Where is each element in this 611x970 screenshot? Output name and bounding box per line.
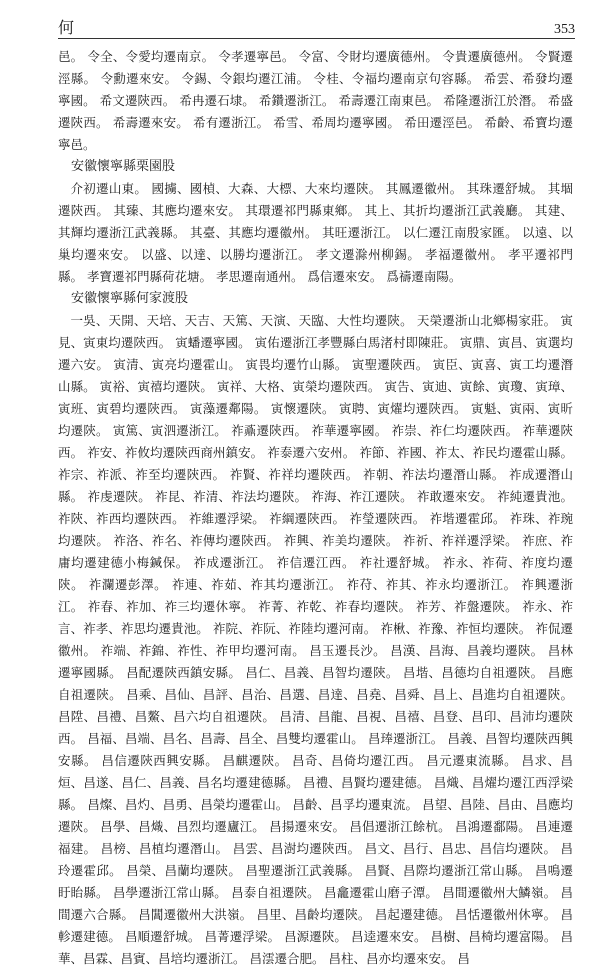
document-body — [58, 46, 573, 966]
section-heading-hejiadu: 安徽懷寧縣何家渡股 — [71, 291, 189, 306]
page-number: 353 — [554, 22, 575, 37]
header-rule — [58, 38, 575, 39]
running-header — [58, 12, 575, 38]
paragraph-continuation: 邑。 令全、令愛均遷南京。 令孝遷寧邑。 令富、令財均遷廣德州。 令貴遷廣德州。 令賢遷涇縣。 令勳遷來安。 令錫、令銀均遷江浦。 令桂、令福均遷南京句容縣。 希雲、希發均遷寧國。 希文遷陝西。 希冉遷石埭。 希鑽遷浙江。 希壽遷江南東邑。 希隆遷浙江於潛。 希盛遷陝西。 希壽遷來安。 希有遷浙江。 希雪、希周均遷寧國。 希田遷涇邑。 希齡、希寶均遷寧邑。 — [58, 49, 573, 152]
page-header-title: 何 — [58, 18, 75, 37]
section-heading-liyuan: 安徽懷寧縣栗園股 — [71, 159, 176, 174]
paragraph-liyuan: 介初遷山東。 國擄、國楨、大森、大標、大來均遷陝。 其鳳遷徽州。 其珠遷舒城。 其堌遷陝西。 其臻、其應均遷來安。 其環遷祁門縣東鄉。 其上、其折均遷浙江武義廳。 其建、其輝均遷浙江武義縣。 其臺、其應均遷徽州。 其旺遷浙江。 以仁遷江南殷家匯。 以遠、以巢均遷來安。 以盛、以達、以勝均遷浙江。 孝文遷滁州柳錫。 孝福遷徽州。 孝平遷祁門縣。 孝寶遷祁門縣荷花塘。 孝思遷南通州。 爲信遷來安。 爲禱遷南陽。 — [58, 181, 573, 284]
paragraph-hejiadu: 一吳、天開、天培、天吉、天篤、天演、天臨、大性均遷陝。 天榮遷浙山北鄉楊家莊。 寅見、寅東均遷陝西。 寅蟠遷寧國。 寅佑遷浙江孝豐縣白馬渚村即陳莊。 寅鼎、寅昌、寅選均遷六安。 寅清、寅亮均遷霍山。 寅畏均遷竹山縣。 寅聖遷陝西。 寅臣、寅喜、寅工均遷潛山縣。 寅裕、寅禧均遷陝。 寅祥、大格、寅榮均遷陝西。 寅告、寅迪、寅餘、寅瓊、寅璋、寅班、寅碧均遷陝西。 寅藻遷鄰陽。 寅懷遷陝。 寅聘、寅燿均遷陝西。 寅魁、寅兩、寅昕均遷陝。 寅篤、寅泗遷浙江。 祚鼒遷陝西。 祚華遷寧國。 祚崇、祚仁均遷陝西。 祚華遷陝西。 祚安、祚攸均遷陝西商州鎮安。 祚泰遷六安州。 祚節、祚國、祚太、祚民均遷霍山縣。 祚宗、祚派、祚至均遷陝西。 祚賢、祚祥均遷陝西。 祚朝、祚法均遷潛山縣。 祚成遷潛山縣。 祚虔遷陝。 祚昆、祚清、祚法均遷陝。 祚海、祚江遷陝。 祚敢遷來安。 祚純遷貴池。 祚陝、祚西均遷陝西。 祚維遷浮梁。 祚綱遷陝西。 祚瑩遷陝西。 祚堦遷霍邱。 祚珠、祚琬均遷陝。 祚洛、祚名、祚傳均遷陝西。 祚興、祚美均遷陝。 祚祈、祚祥遷浮梁。 祚庶、祚庸均遷建德小梅鍼保。 祚成遷浙江。 祚信遷江西。 祚社遷舒城。 祚永、祚荷、祚度均遷陝。 祚瀾遷彭澤。 祚連、祚茹、祚其均遷浙江。 祚苻、祚其、祚永均遷浙江。 祚興遷浙江。 祚春、祚加、祚三均遷休寧。 祚菁、祚乾、祚春均遷陝。 祚芳、祚盤遷陝。 祚永、祚言、祚孝、祚思均遷貴池。 祚院、祚阮、祚陸均遷河南。 祚楸、祚豫、祚恒均遷陝。 祚侃遷徽州。 祚端、祚錦、祚性、祚甲均遷河南。 昌玉遷長沙。 昌漢、昌海、昌義均遷陝。 昌林遷寧國縣。 昌配遷陝西鎮安縣。 昌仁、昌義、昌智均遷陝。 昌堦、昌德均自祖遷陝。 昌應自祖遷陝。 昌乘、昌仙、昌評、昌治、昌選、昌達、昌堯、昌舜、昌上、昌進均自祖遷陝。 昌陞、昌禮、昌鰲、昌六均自祖遷陝。 昌清、昌龍、昌視、昌禧、昌登、昌印、昌沛均遷陝西。 昌福、昌端、昌名、昌壽、昌全、昌雙均遷霍山。 昌琫遷浙江。 昌義、昌智均遷陝西興安縣。 昌信遷陝西興安縣。 昌麒遷陝。 昌奇、昌倚均遷江西。 昌元遷東流縣。 昌求、昌烜、昌遂、昌仁、昌義、昌名均遷建德縣。 昌禮、昌賢均遷建德。 昌熾、昌燿均遷江西浮梁縣。 昌燦、昌灼、昌勇、昌榮均遷霍山。 昌齡、昌孚均遷東流。 昌望、昌陸、昌由、昌應均遷陝。 昌學、昌熾、昌烈均遷廬江。 昌揚遷來安。 昌倡遷浙江餘杭。 昌鴻遷鄱陽。 昌連遷福建。 昌榜、昌植均遷潛山。 昌雲、昌澍均遷陝西。 昌文、昌行、昌忠、昌信均遷陝。 昌玲遷霍邱。 昌榮、昌蘭均遷陝。 昌聖遷浙江武義縣。 昌賢、昌際均遷浙江常山縣。 昌鳴遷盱眙縣。 昌學遷浙江常山縣。 昌泰自祖遷陝。 昌龕遷霍山磨子潭。 昌間遷徽州大鱗嶺。 昌間遷六合縣。 昌閶遷徽州大洪嶺。 昌里、昌齡均遷陝。 昌起遷建德。 昌恬遷徽州休寧。 昌軫遷建德。 昌順遷舒城。 昌菁遷浮梁。 昌源遷陝。 昌逵遷來安。 昌樹、昌椅均遷富陽。 昌華、昌霖、昌賓、昌培均遷浙江。 昌澐遷合肥。 昌柱、昌亦均遷來安。 昌 — [58, 313, 573, 966]
